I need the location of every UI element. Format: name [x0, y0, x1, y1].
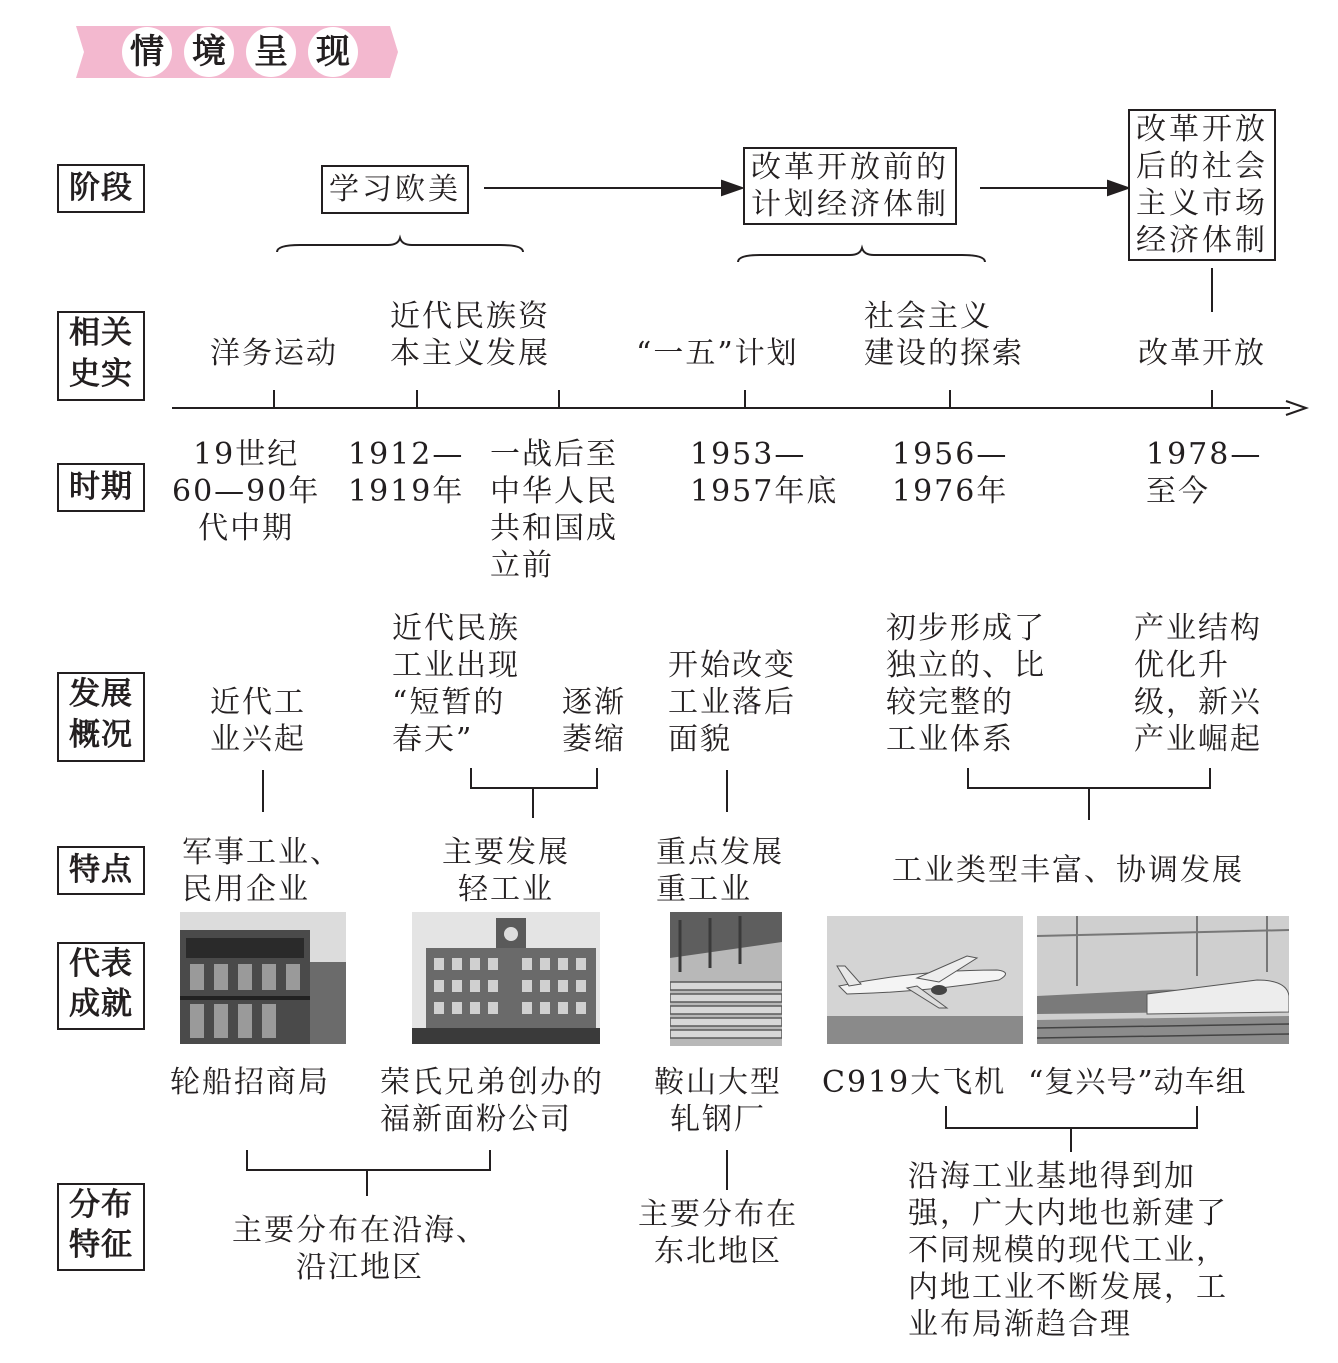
photo-anshan-steel-mill	[670, 912, 782, 1046]
banner-char-4: 现	[308, 27, 358, 77]
development-1: 近代工 业兴起	[210, 685, 306, 757]
achievement-5: “复兴号”动车组	[1028, 1065, 1247, 1100]
bracket-d2-d3	[471, 768, 597, 818]
achievement-3: 鞍山大型 轧钢厂	[654, 1065, 782, 1137]
feature-4: 工业类型丰富、协调发展	[892, 853, 1244, 888]
distribution-2: 主要分布在 东北地区	[638, 1197, 798, 1269]
achievement-1: 轮船招商局	[170, 1065, 330, 1100]
period-3: 一战后至 中华人民 共和国成 立前	[490, 437, 618, 583]
photo-steamship-bureau	[180, 912, 346, 1044]
period-5: 1956— 1976年	[892, 437, 1009, 509]
event-reform-opening: 改革开放	[1138, 336, 1266, 371]
header-events: 相关 史实	[57, 311, 145, 401]
stage-planned-economy: 改革开放前的 计划经济体制	[743, 147, 957, 225]
arrowhead-stage2	[722, 181, 742, 195]
event-first-five-year-plan: “一五”计划	[636, 336, 799, 371]
feature-1: 军事工业、 民用企业	[182, 835, 342, 907]
brace-stage1	[277, 238, 523, 252]
achievement-2: 荣氏兄弟创办的 福新面粉公司	[380, 1065, 604, 1137]
stage-learn-west: 学习欧美	[321, 165, 469, 214]
period-6: 1978— 至今	[1146, 437, 1263, 509]
bracket-d5-d6	[968, 768, 1210, 820]
header-distribution: 分布 特征	[57, 1183, 145, 1271]
event-national-capitalism: 近代民族资 本主义发展	[390, 299, 550, 371]
bracket-a1-a2	[247, 1150, 490, 1196]
header-features: 特点	[57, 846, 145, 895]
development-6: 产业结构 优化升 级，新兴 产业崛起	[1134, 611, 1262, 757]
header-achievements: 代表 成就	[57, 942, 145, 1030]
event-socialist-exploration: 社会主义 建设的探索	[864, 299, 1024, 371]
arrowhead-stage3	[1108, 181, 1128, 195]
bracket-a4-a5	[946, 1106, 1197, 1152]
header-stage: 阶段	[57, 164, 145, 213]
stage-market-economy: 改革开放 后的社会 主义市场 经济体制	[1128, 109, 1276, 261]
development-4: 开始改变 工业落后 面貌	[668, 648, 796, 757]
achievement-4: C919大飞机	[822, 1065, 1007, 1100]
distribution-1: 主要分布在沿海、 沿江地区	[232, 1213, 488, 1285]
header-period: 时期	[57, 463, 145, 512]
feature-3: 重点发展 重工业	[656, 835, 784, 907]
photo-c919-airplane	[827, 916, 1023, 1044]
banner-char-1: 情	[122, 27, 172, 77]
feature-2: 主要发展 轻工业	[442, 835, 570, 907]
distribution-3: 沿海工业基地得到加 强，广大内地也新建了 不同规模的现代工业， 内地工业不断发展，工 业布局渐趋合理	[908, 1159, 1228, 1342]
brace-stage2	[738, 248, 985, 262]
header-development: 发展 概况	[57, 672, 145, 762]
period-2: 1912— 1919年	[348, 437, 465, 509]
development-2: 近代民族 工业出现 “短暂的 春天”	[392, 611, 520, 757]
banner-char-3: 呈	[246, 27, 296, 77]
event-westernization: 洋务运动	[210, 336, 338, 371]
development-5: 初步形成了 独立的、比 较完整的 工业体系	[886, 611, 1046, 757]
photo-fuxing-train	[1037, 916, 1289, 1044]
development-3: 逐渐 萎缩	[562, 685, 626, 757]
banner-char-2: 境	[184, 27, 234, 77]
period-4: 1953— 1957年底	[690, 437, 839, 509]
period-1: 19世纪 60—90年 代中期	[172, 437, 321, 546]
photo-fuxin-flour-company	[412, 912, 600, 1044]
